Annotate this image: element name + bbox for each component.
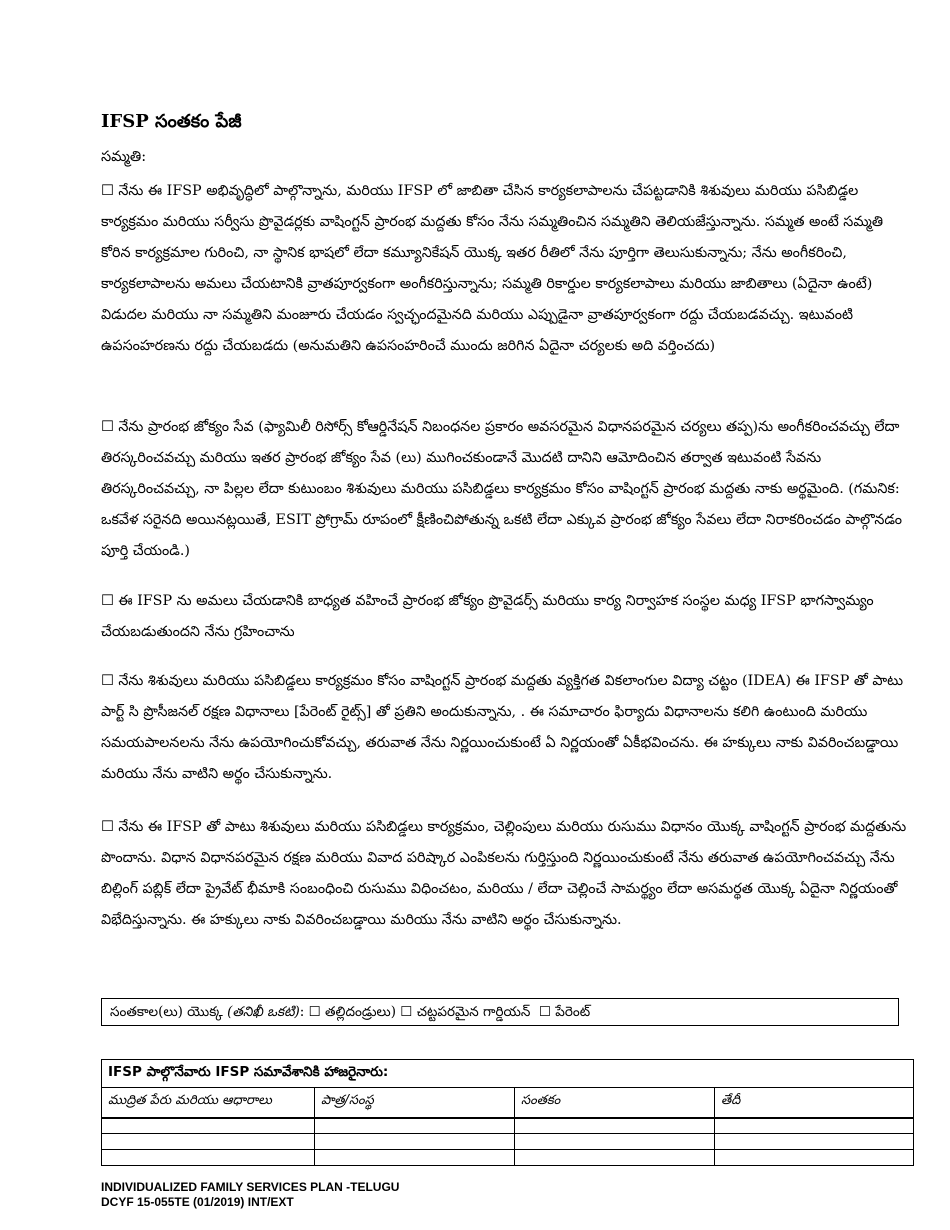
attendance-table: [101, 1059, 914, 1166]
column-header-signature: సంతకం: [515, 1088, 715, 1118]
checkbox-parents[interactable]: ☐ తల్లిదండ్రులు): [308, 1004, 396, 1020]
consent-label: సమ్మతి:: [101, 149, 147, 165]
cell-role[interactable]: [315, 1150, 515, 1166]
cell-role[interactable]: [315, 1134, 515, 1150]
checkbox-parent[interactable]: ☐ పేరెంట్: [538, 1004, 591, 1020]
consent-paragraph-participation: ☐ నేను ఈ IFSP అభివృద్ధిలో పాల్గొన్నాను, మరియు IFSP లో జాబితా చేసిన కార్యకలాపాలను చేపట్టడానికి శిశువులు మరియు పసిబిడ్డల కార్యక్రమం మరియు సర్వీసు ప్రొవైడర్లకు వాషింగ్టన్ ప్రారంభ మద్దతు కోసం నేను సమ్మతించిన సమ్మతిని తెలియజేస్తున్నాను. సమ్మత అంటే సమ్మతి కోరిన కార్యక్రమాల గురించి, నా స్థానిక భాషలో లేదా కమ్యూనికేషన్ యొక్క ఇతర రీతిలో నేను పూర్తిగా తెలుసుకున్నాను; నేను అంగీకరించి, కార్యకలాపాలను అమలు చేయటానికి వ్రాతపూర్వకంగా అంగీకరిస్తున్నాను; సమ్మతి రికార్డుల కార్యకలాపాలు మరియు జాబితాలు (ఏదైనా ఉంటే) విడుదల మరియు నా సమ్మతిని మంజూరు చేయడం స్వచ్ఛందమైనది మరియు ఎప్పుడైనా వ్రాతపూర్వకంగా రద్దు చేయబడవచ్చు. ఇటువంటి ఉపసంహరణను రద్దు చేయబడదు (అనుమతిని ఉపసంహరించే ముందు జరిగిన ఏదైనా చర్యలకు అది వర్తించదు): [101, 183, 884, 354]
cell-signature[interactable]: [515, 1150, 715, 1166]
cell-printed-name[interactable]: [102, 1118, 315, 1134]
column-header-role: పాత్ర/సంస్థ: [315, 1088, 515, 1118]
table-row: [102, 1134, 914, 1150]
check-one-note: (తనిఖీ ఒకటి): [227, 1004, 300, 1020]
table-row: [102, 1118, 914, 1134]
cell-printed-name[interactable]: [102, 1134, 315, 1150]
column-header-date: తేదీ: [715, 1088, 914, 1118]
table-row: [102, 1150, 914, 1166]
consent-paragraph-sharing: ☐ ఈ IFSP ను అమలు చేయడానికి బాధ్యత వహించే ప్రారంభ జోక్యం ప్రొవైడర్స్ మరియు కార్య నిర్వాహక సంస్థల మధ్య IFSP భాగస్వామ్యం చేయబడుతుందని నేను గ్రహించాను: [101, 593, 874, 640]
consent-paragraph-fees-policy: ☐ నేను ఈ IFSP తో పాటు శిశువులు మరియు పసిబిడ్డలు కార్యక్రమం, చెల్లింపులు మరియు రుసుము విధానం యొక్క వాషింగ్టన్ ప్రారంభ మద్దతును పొందాను. విధాన విధానపరమైన రక్షణ మరియు వివాద పరిష్కార ఎంపికలను గుర్తిస్తుంది నిర్ణయించుకుంటే నేను తరువాత ఉపయోగించవచ్చు నేను బిల్లింగ్ పబ్లిక్ లేదా ప్రైవేట్ భీమాకి సంబంధించి రుసుము విధించటం, మరియు / లేదా చెల్లించే సామర్థ్యం లేదా అసమర్థత యొక్క ఏదైనా నిర్ణయంతో విభేదిస్తున్నాను. ఈ హక్కులు నాకు వివరించబడ్డాయి మరియు నేను వాటిని అర్థం చేసుకున్నాను.: [101, 819, 907, 928]
signer-type-colon: :: [299, 1004, 305, 1020]
checkbox-legal-guardian[interactable]: ☐ చట్టపరమైన గార్డియన్: [400, 1004, 531, 1020]
cell-printed-name[interactable]: [102, 1150, 315, 1166]
cell-date[interactable]: [715, 1118, 914, 1134]
attendance-table-header: IFSP పాల్గొనేవారు IFSP సమావేశానికి హాజరైనారు:: [102, 1060, 914, 1088]
cell-date[interactable]: [715, 1150, 914, 1166]
consent-paragraph-accept-decline: ☐ నేను ప్రారంభ జోక్యం సేవ (ఫ్యామిలీ రిసోర్స్ కోఆర్డినేషన్ నిబంధనల ప్రకారం అవసరమైన విధానపరమైన చర్యలు తప్ప)ను అంగీకరించవచ్చు లేదా తిరస్కరించవచ్చు మరియు ఇతర ప్రారంభ జోక్యం సేవ (లు) ముగించకుండానే మొదటి దానిని ఆమోదించిన తర్వాత ఇటువంటి సేవను తిరస్కరించవచ్చు, నా పిల్లల లేదా కుటుంబం శిశువులు మరియు పసిబిడ్డలు కార్యక్రమం కోసం వాషింగ్టన్ ప్రారంభ మద్దతు నాకు అర్థమైంది. (గమనిక: ఒకవేళ సరైనది అయినట్లయితే, ESIT ప్రోగ్రామ్ రూపంలో క్షీణించిపోతున్న ఒకటి లేదా ఎక్కువ ప్రారంభ జోక్యం సేవలు లేదా నిరాకరించడం పాల్గొనడం పూర్తి చేయండి.): [101, 419, 903, 559]
cell-signature[interactable]: [515, 1134, 715, 1150]
page-title: IFSP సంతకం పేజీ: [101, 111, 242, 132]
document-footer: [101, 1180, 399, 1210]
form-number: DCYF 15-055TE (01/2019) INT/EXT: [101, 1195, 294, 1209]
signer-type-box: [101, 998, 899, 1026]
cell-signature[interactable]: [515, 1118, 715, 1134]
cell-date[interactable]: [715, 1134, 914, 1150]
form-title: INDIVIDUALIZED FAMILY SERVICES PLAN -TELUGU: [101, 1180, 400, 1194]
column-header-printed-name: ముద్రిత పేరు మరియు ఆధారాలు: [102, 1088, 315, 1118]
cell-role[interactable]: [315, 1118, 515, 1134]
consent-paragraph-procedural-safeguards: ☐ నేను శిశువులు మరియు పసిబిడ్డలు కార్యక్రమం కోసం వాషింగ్టన్ ప్రారంభ మద్దతు వ్యక్తిగత వికలాంగుల విద్యా చట్టం (IDEA) ఈ IFSP తో పాటు పార్ట్ సి ప్రొసీజనల్ రక్షణ విధానాలు [పేరెంట్ రైట్స్] తో ప్రతిని అందుకున్నాను, . ఈ సమాచారం ఫిర్యాదు విధానాలను కలిగి ఉంటుంది మరియు సమయపాలనలను నేను ఉపయోగించుకోవచ్చు, తరువాత నేను నిర్ణయించుకుంటే ఏ నిర్ణయంతో ఏకీభవించను. ఈ హక్కులు నాకు వివరించబడ్డాయి మరియు నేను వాటిని అర్థం చేసుకున్నాను.: [101, 673, 904, 782]
signer-type-prefix: సంతకాల(లు) యొక్క: [110, 1004, 228, 1020]
